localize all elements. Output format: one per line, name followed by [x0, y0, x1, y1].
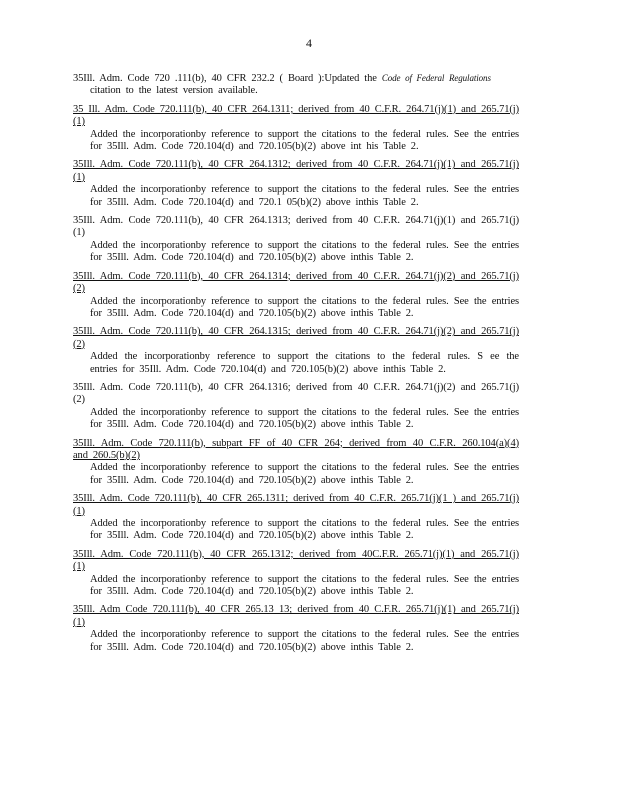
entry-description: Added the incorporationby reference to support the citations to the federal rules. See the entries for 35Ill. Adm. Code 720.104(d) and 720.105(b)(2) above inthis Table 2. [90, 462, 519, 486]
entry [73, 104, 519, 154]
entry-citation: 35 Ill. Adm. Code 720.111(b), 40 CFR 264.1311; derived from 40 C.F.R. 264.71(j)(1) and 265.71(j)(1) [73, 103, 519, 128]
entry-citation: 35Ill. Adm. Code 720.111(b), 40 CFR 264.1313; derived from 40 C.F.R. 264.71(j)(1) and 265.71(j)(1) [73, 215, 519, 239]
entry [73, 438, 519, 488]
amendment-entries [73, 72, 519, 660]
entry-citation: 35Ill. Adm. Code 720.111(b), 40 CFR 265.1312; derived from 40C.F.R. 265.71(j)(1) and 265.71(j)(1) [73, 548, 519, 573]
entry [73, 72, 519, 98]
entry-citation: 35Ill. Adm. Code 720.111(b), 40 CFR 264.1315; derived from 40 C.F.R. 264.71(j)(2) and 265.71(j)(2) [73, 326, 519, 350]
entry-description: Added the incorporationby reference to support the citations to the federal rules. See the entries for 35Ill. Adm. Code 720.104(d) and 720.105(b)(2) above inthis Table 2. [90, 239, 519, 264]
entry-description: citation to the latest version available. [90, 85, 258, 97]
entry [73, 493, 519, 543]
entry [73, 271, 519, 321]
entry-description: Added the incorporationby reference to support the citations to the federal rules. See the entries for 35Ill. Adm. Code 720.104(d) and 720.105(b)(2) above inthis Table 2. [90, 573, 519, 598]
entry-citation: 35Ill. Adm Code 720.111(b), 40 CFR 265.13 13; derived from 40 C.F.R. 265.71(j)(1) and 265.71(j)(1) [73, 604, 519, 628]
entry [73, 549, 519, 599]
entry-citation: 35Ill. Adm. Code 720.111(b), 40 CFR 264.1314; derived from 40 C.F.R. 264.71(j)(2) and 265.71(j)(2) [73, 270, 519, 295]
entry-citation-text: 35Ill. Adm. Code 720 .111(b), 40 CFR 232.2 ( Board ):Updated the [73, 73, 377, 84]
entry-citation: 35Ill. Adm. Code 720.111(b), 40 CFR 265.1311; derived from 40 C.F.R. 265.71(j)(1 ) and 265.71(j)(1) [73, 493, 519, 517]
entry-description: Added the incorporationby reference to support the citations to the federal rules. See the entries for 35Ill. Adm. Code 720.104(d) and 720.105(b)(2) above int his Table 2. [90, 128, 519, 153]
entry-citation-italic: Code of Federal Regulations [381, 73, 491, 83]
entry-description: Added the incorporationby reference to support the citations to the federal rules. See the entries for 35Ill. Adm. Code 720.104(d) and 720.1 05(b)(2) above inthis Table 2. [90, 184, 519, 208]
entry-description: Added the incorporationby reference to support the citations to the federal rules. See the entries for 35Ill. Adm. Code 720.104(d) and 720.105(b)(2) above inthis Table 2. [90, 295, 519, 319]
entry [73, 326, 519, 376]
entry-description: Added the incorporationby reference to support the citations to the federal rules. See the entries for 35Ill. Adm. Code 720.104(d) and 720.105(b)(2) above inthis Table 2. [90, 406, 519, 431]
entry-citation: 35Ill. Adm. Code 720.111(b), 40 CFR 264.1316; derived from 40 C.F.R. 264.71(j)(2) and 265.71(j)(2) [73, 381, 519, 406]
entry-citation: 35Ill. Adm. Code 720.111(b), 40 CFR 264.1312; derived from 40 C.F.R. 264.71(j)(1) and 265.71(j)(1) [73, 159, 519, 183]
entry-description: Added the incorporationby reference to support the citations to the federal rules. See the entries for 35Ill. Adm. Code 720.104(d) and 720.105(b)(2) above inthis Table 2. [90, 629, 519, 653]
page-number: 4 [306, 36, 312, 50]
entry [73, 382, 519, 432]
entry-citation: 35Ill. Adm. Code 720.111(b), subpart FF of 40 CFR 264; derived from 40 C.F.R. 260.104(a)(4) and 260.5(b)(2) [73, 437, 519, 461]
entry [73, 215, 519, 265]
entry [73, 159, 519, 209]
entry-citation [73, 72, 519, 85]
entry [73, 604, 519, 654]
entry-description: Added the incorporationby reference to support the citations to the federal rules. See the entries for 35Ill. Adm. Code 720.104(d) and 720.105(b)(2) above inthis Table 2. [90, 518, 519, 542]
entry-description: Added the incorporationby reference to support the citations to the federal rules. S ee the entries for 35Ill. Adm. Code 720.104(d) and 720.105(b)(2) above inthis Table 2. [90, 351, 519, 375]
